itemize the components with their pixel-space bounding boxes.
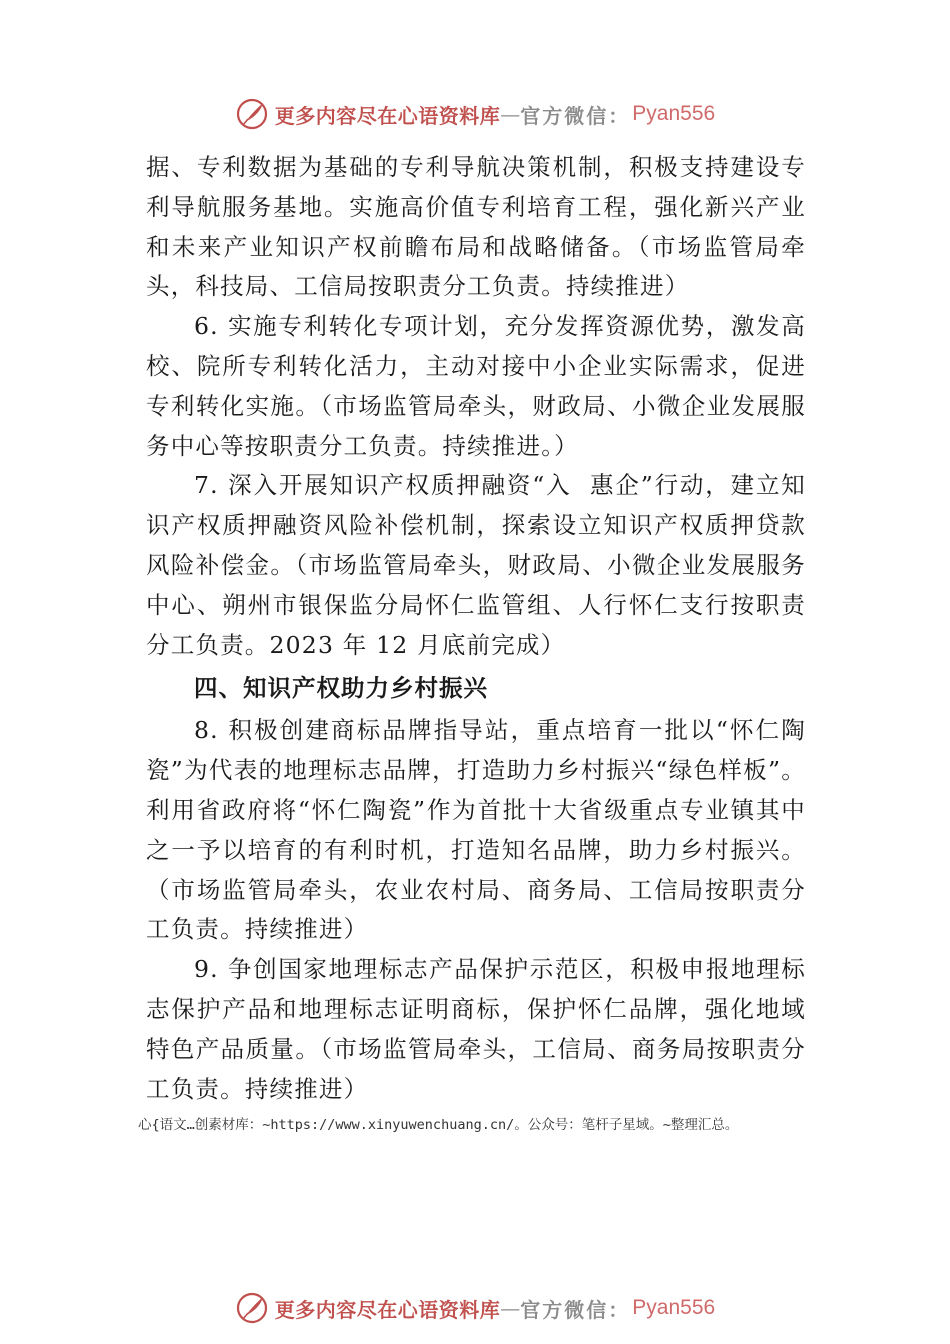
banner-wechat-label: 官方微信： [520,1297,631,1322]
paragraph-continued: 据、专利数据为基础的专利导航决策机制，积极支持建设专利导航服务基地。实施高价值专利培育工程，强化新兴产业和未来产业知识产权前瞻布局和战略储备。（市场监管局牵头，科技局、工信局按职责分工负责。持续推进） [146,153,806,301]
banner-text: 更多内容尽在心语资料库 [274,1297,501,1322]
paragraph-item-7: 7. 深入开展知识产权质押融资“入 惠企”行动，建立知识产权质押融资风险补偿机制，探索设立知识产权质押贷款风险补偿金。（市场监管局牵头，财政局、小微企业发展服务中心、朔州市银保监分局怀仁监管组、人行怀仁支行按职责分工负责。2023 年 12 月底前完成） [146,471,806,659]
document-body [146,148,806,1109]
section-heading: 四、知识产权助力乡村振兴 [194,674,488,703]
banner-wechat-label: 官方微信： [520,103,631,128]
footer-banner [0,1288,950,1328]
banner-wechat-id: Pyan556 [632,1296,716,1319]
source-footnote: 心{语文…创素材库：~https://www.xinyuwenchuang.cn/。公众号：笔杆子星域。~整理汇总。 [138,1117,739,1133]
banner-text: 更多内容尽在心语资料库 [274,103,501,128]
banner-dash: — [500,1296,521,1320]
header-banner [0,94,950,134]
banner-dash: — [500,102,521,126]
quill-pen-logo-icon [235,97,269,131]
paragraph-item-9: 9. 争创国家地理标志产品保护示范区，积极申报地理标志保护产品和地理标志证明商标，保护怀仁品牌，强化地域特色产品质量。（市场监管局牵头，工信局、商务局按职责分工负责。持续推进） [146,955,806,1103]
banner-wechat-id: Pyan556 [632,102,716,125]
paragraph-item-6: 6. 实施专利转化专项计划，充分发挥资源优势，激发高校、院所专利转化活力，主动对接中小企业实际需求，促进专利转化实施。（市场监管局牵头，财政局、小微企业发展服务中心等按职责分工负责。持续推进。） [146,312,806,460]
paragraph-item-8: 8. 积极创建商标品牌指导站，重点培育一批以“怀仁陶瓷”为代表的地理标志品牌，打造助力乡村振兴“绿色样板”。利用省政府将“怀仁陶瓷”作为首批十大省级重点专业镇其中之一予以培育的有利时机，打造知名品牌，助力乡村振兴。（市场监管局牵头，农业农村局、商务局、工信局按职责分工负责。持续推进） [146,716,806,944]
quill-pen-logo-icon [235,1291,269,1325]
